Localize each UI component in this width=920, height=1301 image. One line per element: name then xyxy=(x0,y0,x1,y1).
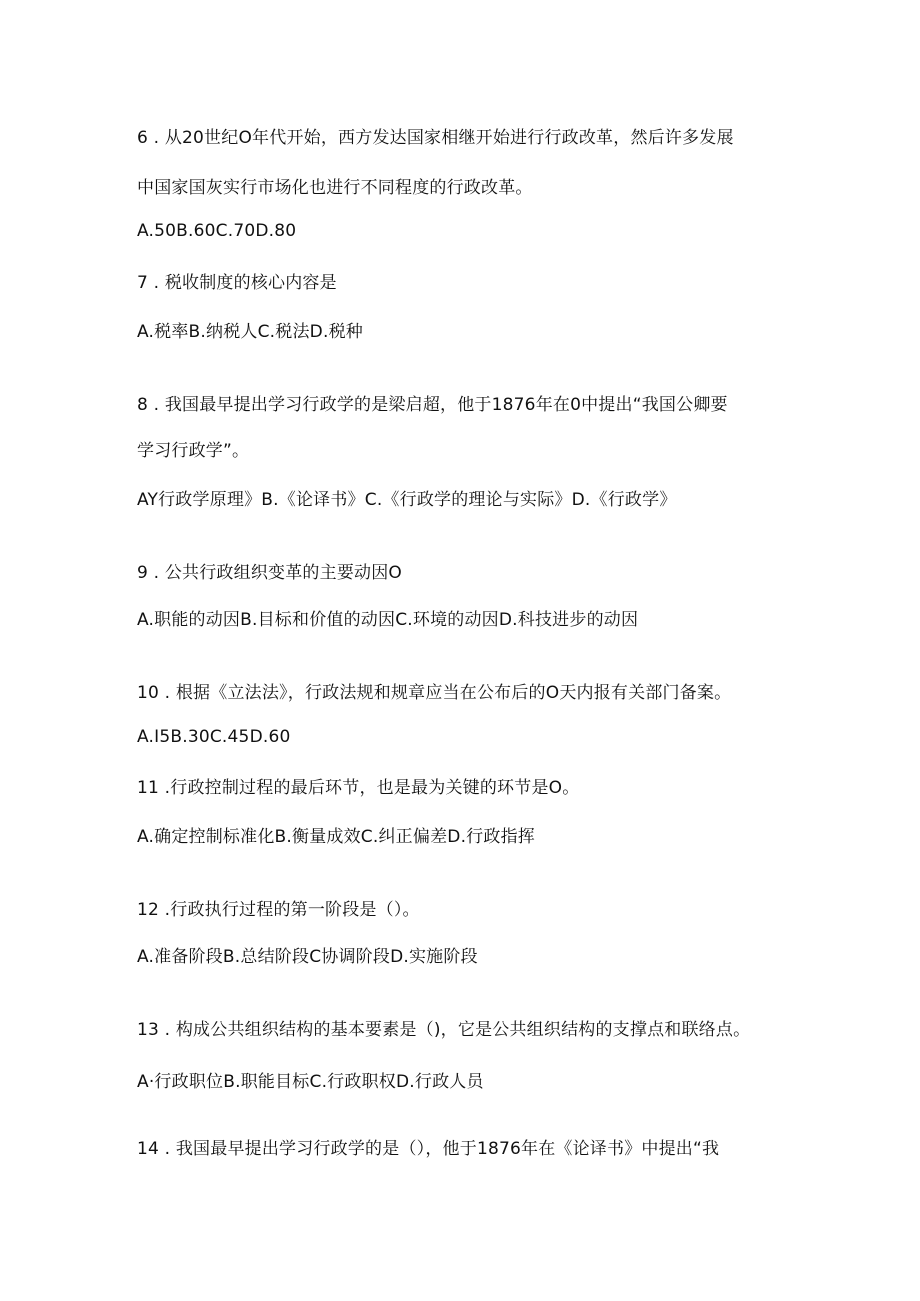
question-7-text: 7 . 税收制度的核心内容是 xyxy=(137,273,337,293)
question-10-options: A.I5B.30C.45D.60 xyxy=(137,727,291,747)
question-6-options: A.50B.60C.70D.80 xyxy=(137,221,297,241)
question-13-options: A·行政职位B.职能目标C.行政职权D.行政人员 xyxy=(137,1072,484,1092)
question-9-options: A.职能的动因B.目标和价值的动因C.环境的动因D.科技进步的动因 xyxy=(137,610,639,630)
question-10-text: 10 . 根据《立法法》，行政法规和规章应当在公布后的O天内报有关部门备案。 xyxy=(137,683,732,703)
question-8-text-continued: 学习行政学”。 xyxy=(137,441,250,461)
question-12-options: A.准备阶段B.总结阶段C协调阶段D.实施阶段 xyxy=(137,947,478,967)
question-6-text-continued: 中国家国灰实行市场化也进行不同程度的行政改革。 xyxy=(137,178,533,198)
question-13-text: 13 . 构成公共组织结构的基本要素是（)，它是公共组织结构的支撑点和联络点。 xyxy=(137,1020,751,1040)
question-14-text: 14 . 我国最早提出学习行政学的是（），他于1876年在《论译书》中提出“我 xyxy=(137,1139,720,1159)
question-9-text: 9 . 公共行政组织变革的主要动因O xyxy=(137,563,403,583)
question-8-text: 8 . 我国最早提出学习行政学的是梁启超，他于1876年在0中提出“我国公卿要 xyxy=(137,395,728,415)
question-8-options: AY行政学原理》B.《论译书》C.《行政学的理论与实际》D.《行政学》 xyxy=(137,490,677,510)
question-7-options: A.税率B.纳税人C.税法D.税种 xyxy=(137,322,363,342)
question-11-options: A.确定控制标准化B.衡量成效C.纠正偏差D.行政指挥 xyxy=(137,827,535,847)
question-12-text: 12 .行政执行过程的第一阶段是（）。 xyxy=(137,900,420,920)
question-6-text: 6 . 从20世纪O年代开始，西方发达国家相继开始进行行政改革，然后许多发展 xyxy=(137,128,734,148)
question-11-text: 11 .行政控制过程的最后环节，也是最为关键的环节是O。 xyxy=(137,778,580,798)
